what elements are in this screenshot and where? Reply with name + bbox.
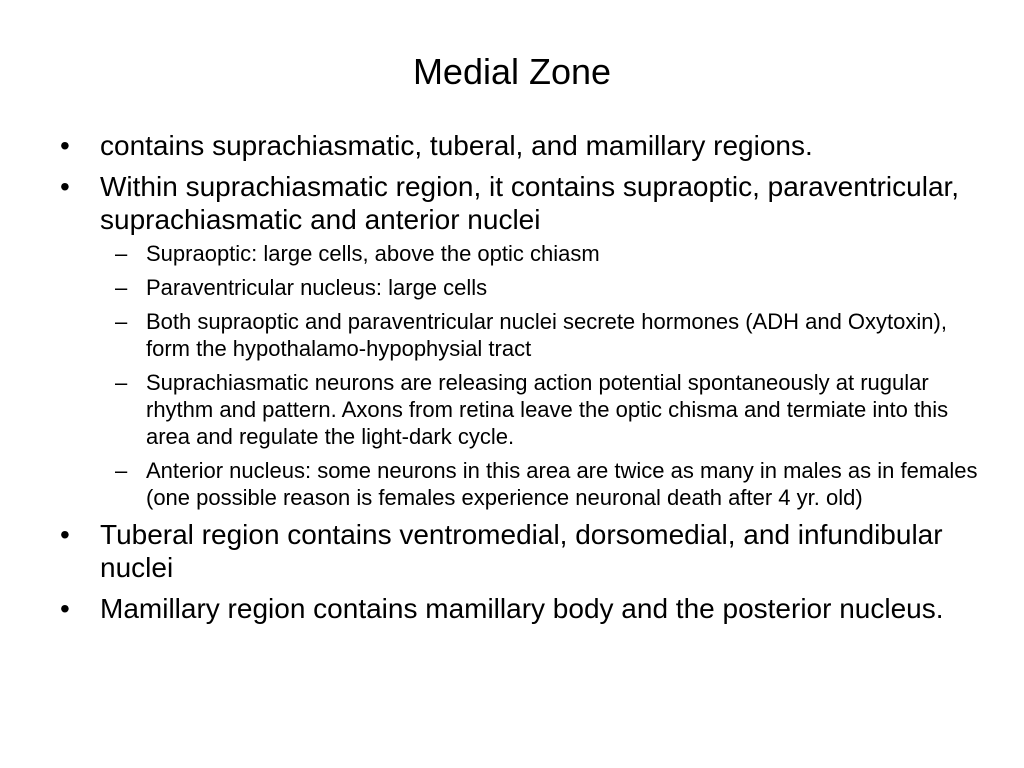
sub-bullet-marker: – [115, 458, 128, 483]
sub-bullet-marker: – [115, 370, 128, 395]
bullet-text: Mamillary region contains mamillary body and the posterior nucleus. [100, 593, 944, 624]
sub-bullet-marker: – [115, 275, 128, 300]
sub-bullet-marker: – [115, 309, 128, 334]
bullet-marker: • [60, 130, 70, 161]
bullet-item [55, 592, 990, 625]
sub-bullet-item [55, 240, 990, 267]
slide-body [55, 129, 990, 633]
sub-bullet-list [55, 240, 990, 511]
sub-bullet-marker: – [115, 241, 128, 266]
bullet-item [55, 129, 990, 162]
bullet-marker: • [60, 519, 70, 550]
sub-bullet-text: Supraoptic: large cells, above the optic chiasm [146, 241, 600, 266]
bullet-text: Tuberal region contains ventromedial, dorsomedial, and infundibular nuclei [100, 519, 943, 583]
sub-bullet-item [55, 274, 990, 301]
bullet-text: Within suprachiasmatic region, it contains supraoptic, paraventricular, suprachiasmatic and anterior nuclei [100, 171, 960, 235]
sub-bullet-item [55, 369, 990, 450]
sub-bullet-text: Paraventricular nucleus: large cells [146, 275, 488, 300]
sub-bullet-text: Both supraoptic and paraventricular nuclei secrete hormones (ADH and Oxytoxin), form the hypothalamo-hypophysial tract [146, 309, 947, 361]
slide-title: Medial Zone [412, 51, 612, 92]
bullet-text: contains suprachiasmatic, tuberal, and mamillary regions. [100, 130, 813, 161]
sub-bullet-item [55, 457, 990, 511]
bullet-item [55, 518, 990, 584]
sub-bullet-text: Anterior nucleus: some neurons in this area are twice as many in males as in females (one possible reason is females experience neuronal death after 4 yr. old) [146, 458, 978, 510]
sub-bullet-text: Suprachiasmatic neurons are releasing action potential spontaneously at rugular rhythm and pattern. Axons from retina leave the optic chisma and termiate into this area and regulate the light-dark cycle. [146, 370, 949, 449]
bullet-marker: • [60, 593, 70, 624]
bullet-marker: • [60, 171, 70, 202]
sub-bullet-item [55, 308, 990, 362]
bullet-item [55, 170, 990, 236]
